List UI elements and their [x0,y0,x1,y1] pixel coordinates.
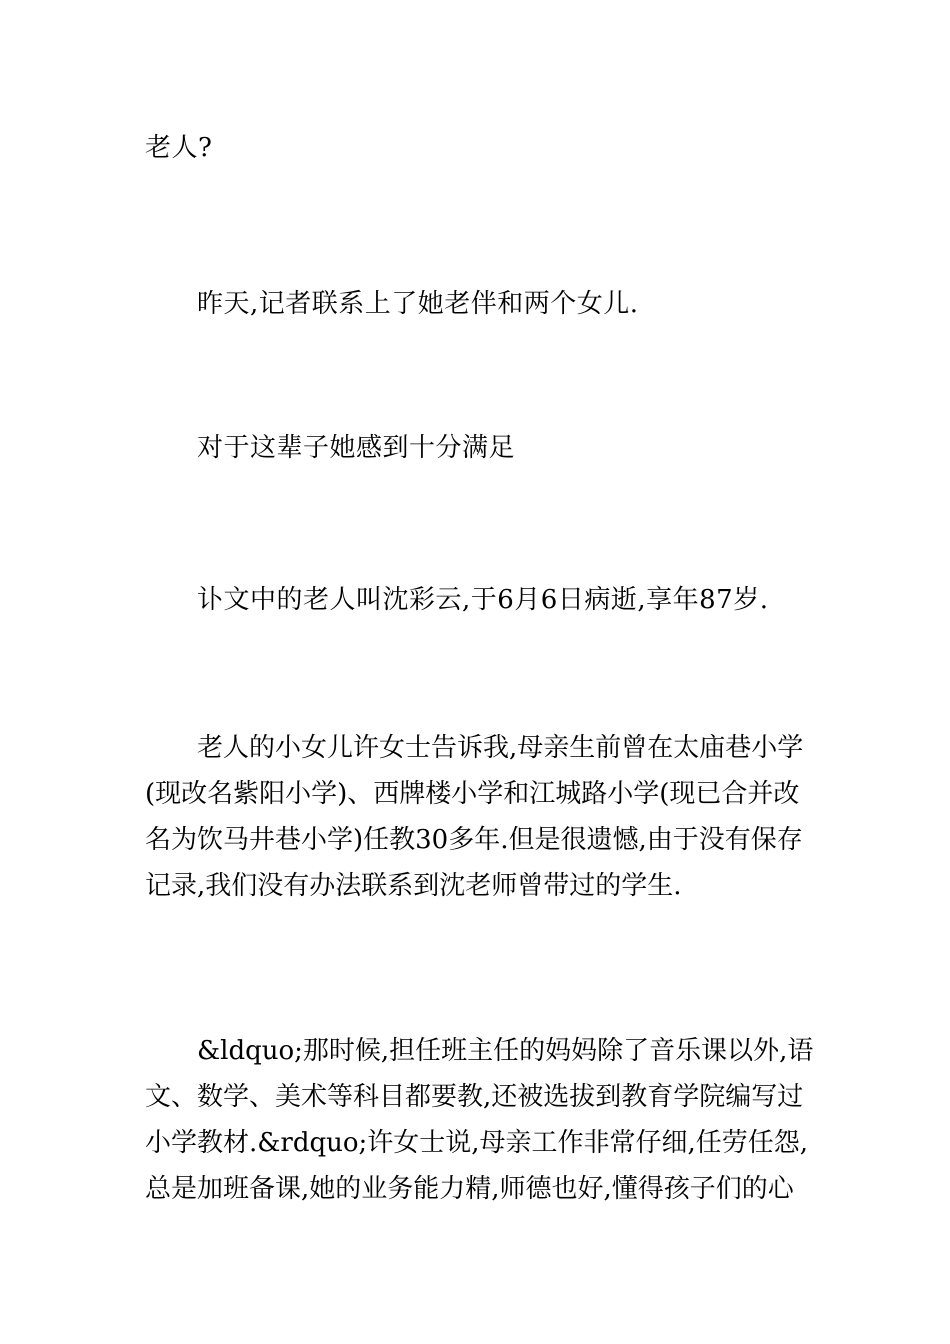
paragraph-6-line-1: &ldquo;那时候,担任班主任的妈妈除了音乐课以外,语 [197,1036,814,1066]
paragraph-5-line-2: (现改名紫阳小学)、西牌楼小学和江城路小学(现已合并改 [145,779,800,809]
paragraph-5 [145,725,810,909]
paragraph-2-line-1: 昨天,记者联系上了她老伴和两个女儿. [197,289,639,319]
paragraph-3-line-1: 对于这辈子她感到十分满足 [197,433,516,463]
paragraph-5-line-1: 老人的小女儿许女士告诉我,母亲生前曾在太庙巷小学 [197,733,804,763]
paragraph-1-line-1: 老人? [145,133,213,163]
paragraph-6-line-2: 文、数学、美术等科目都要教,还被选拔到教育学院编写过 [145,1082,804,1112]
paragraph-6-line-4: 总是加班备课,她的业务能力精,师德也好,懂得孩子们的心 [145,1174,794,1204]
paragraph-5-line-4: 记录,我们没有办法联系到沈老师曾带过的学生. [145,871,682,901]
paragraph-6 [145,1028,814,1212]
paragraph-6-line-3: 小学教材.&rdquo;许女士说,母亲工作非常仔细,任劳任怨, [145,1128,809,1158]
paragraph-4-line-1: 讣文中的老人叫沈彩云,于6月6日病逝,享年87岁. [197,585,769,615]
paragraph-5-line-3: 名为饮马井巷小学)任教30多年.但是很遗憾,由于没有保存 [145,825,803,855]
